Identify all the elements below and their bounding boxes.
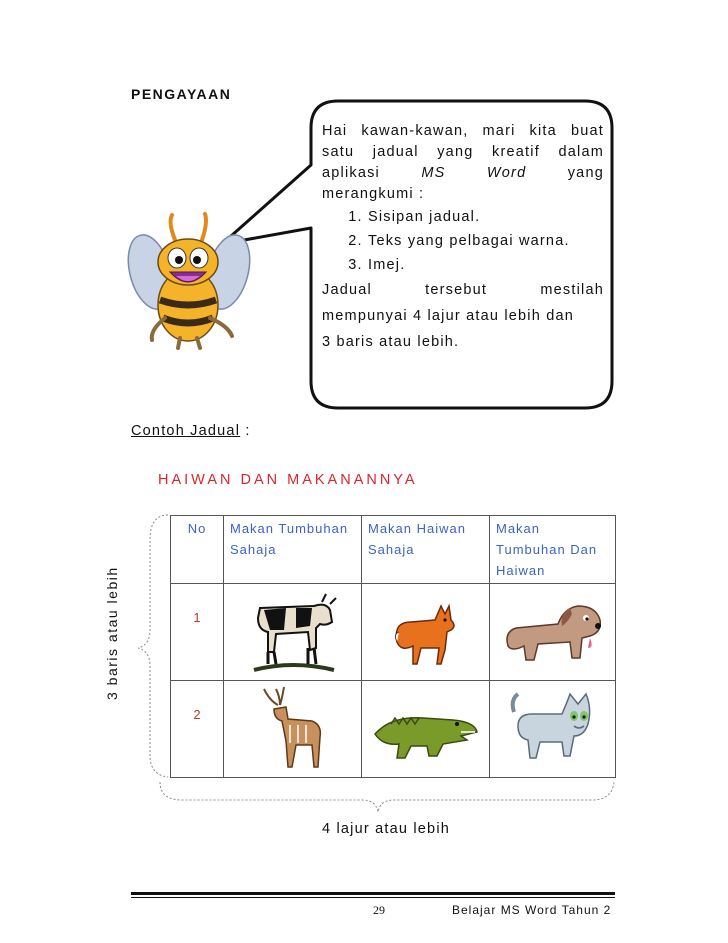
example-label-text: Contoh Jadual [131, 423, 241, 439]
dog-icon [498, 592, 608, 672]
bubble-list-item: 2. Teks yang pelbagai warna. [368, 229, 604, 253]
page-number: 29 [373, 903, 385, 917]
row-number-cell [171, 681, 224, 778]
section-heading: PENGAYAAN [131, 86, 232, 102]
columns-annotation: 4 lajur atau lebih [322, 821, 451, 837]
image-cell [490, 681, 616, 778]
bubble-tail-1: Jadual tersebut mestilah [322, 282, 604, 298]
header-herbivore: Makan Tumbuhan Sahaja [224, 516, 362, 584]
bubble-app-name: MS Word [421, 165, 527, 181]
bubble-intro: Hai kawan-kawan, mari kita buat satu jadual yang kreatif dalam [322, 123, 604, 160]
footer-divider [131, 892, 615, 895]
footer-title: Belajar MS Word Tahun 2 [452, 903, 612, 917]
row-number: 2 [193, 707, 201, 722]
bubble-tail-3: 3 baris atau lebih. [322, 334, 460, 350]
image-cell [224, 681, 362, 778]
table-header-row [171, 516, 616, 584]
animals-table [170, 515, 616, 778]
example-label [131, 423, 251, 439]
bubble-app-line [322, 163, 604, 184]
image-cell [490, 584, 616, 681]
bubble-list-item: 3. Imej. [368, 253, 604, 277]
image-cell [362, 681, 490, 778]
row-number: 1 [193, 610, 201, 625]
table-row [171, 584, 616, 681]
crocodile-icon [371, 694, 481, 764]
bubble-list [322, 205, 604, 277]
fox-icon [391, 592, 461, 672]
bubble-list-item: 1. Sisipan jadual. [368, 205, 604, 229]
bubble-includes: merangkumi : [322, 186, 425, 202]
bubble-app-suffix: yang [567, 165, 604, 181]
row-number-cell [171, 584, 224, 681]
rows-annotation: 3 baris atau lebih [104, 566, 120, 700]
image-cell [362, 584, 490, 681]
image-cell [224, 584, 362, 681]
header-carnivore: Makan Haiwan Sahaja [362, 516, 490, 584]
table-row [171, 681, 616, 778]
cat-icon [508, 686, 598, 772]
table-title: HAIWAN DAN MAKANANNYA [158, 472, 418, 488]
header-omnivore: Makan Tumbuhan Dan Haiwan [490, 516, 616, 584]
bubble-tail-2: mempunyai 4 lajur atau lebih dan [322, 308, 575, 324]
deer-icon [256, 685, 330, 773]
header-no: No [171, 516, 224, 584]
example-label-colon: : [240, 423, 251, 439]
cow-icon [246, 588, 340, 676]
footer-divider-thin [131, 897, 615, 898]
bubble-app-prefix: aplikasi [322, 165, 380, 181]
bubble-text [322, 121, 604, 355]
